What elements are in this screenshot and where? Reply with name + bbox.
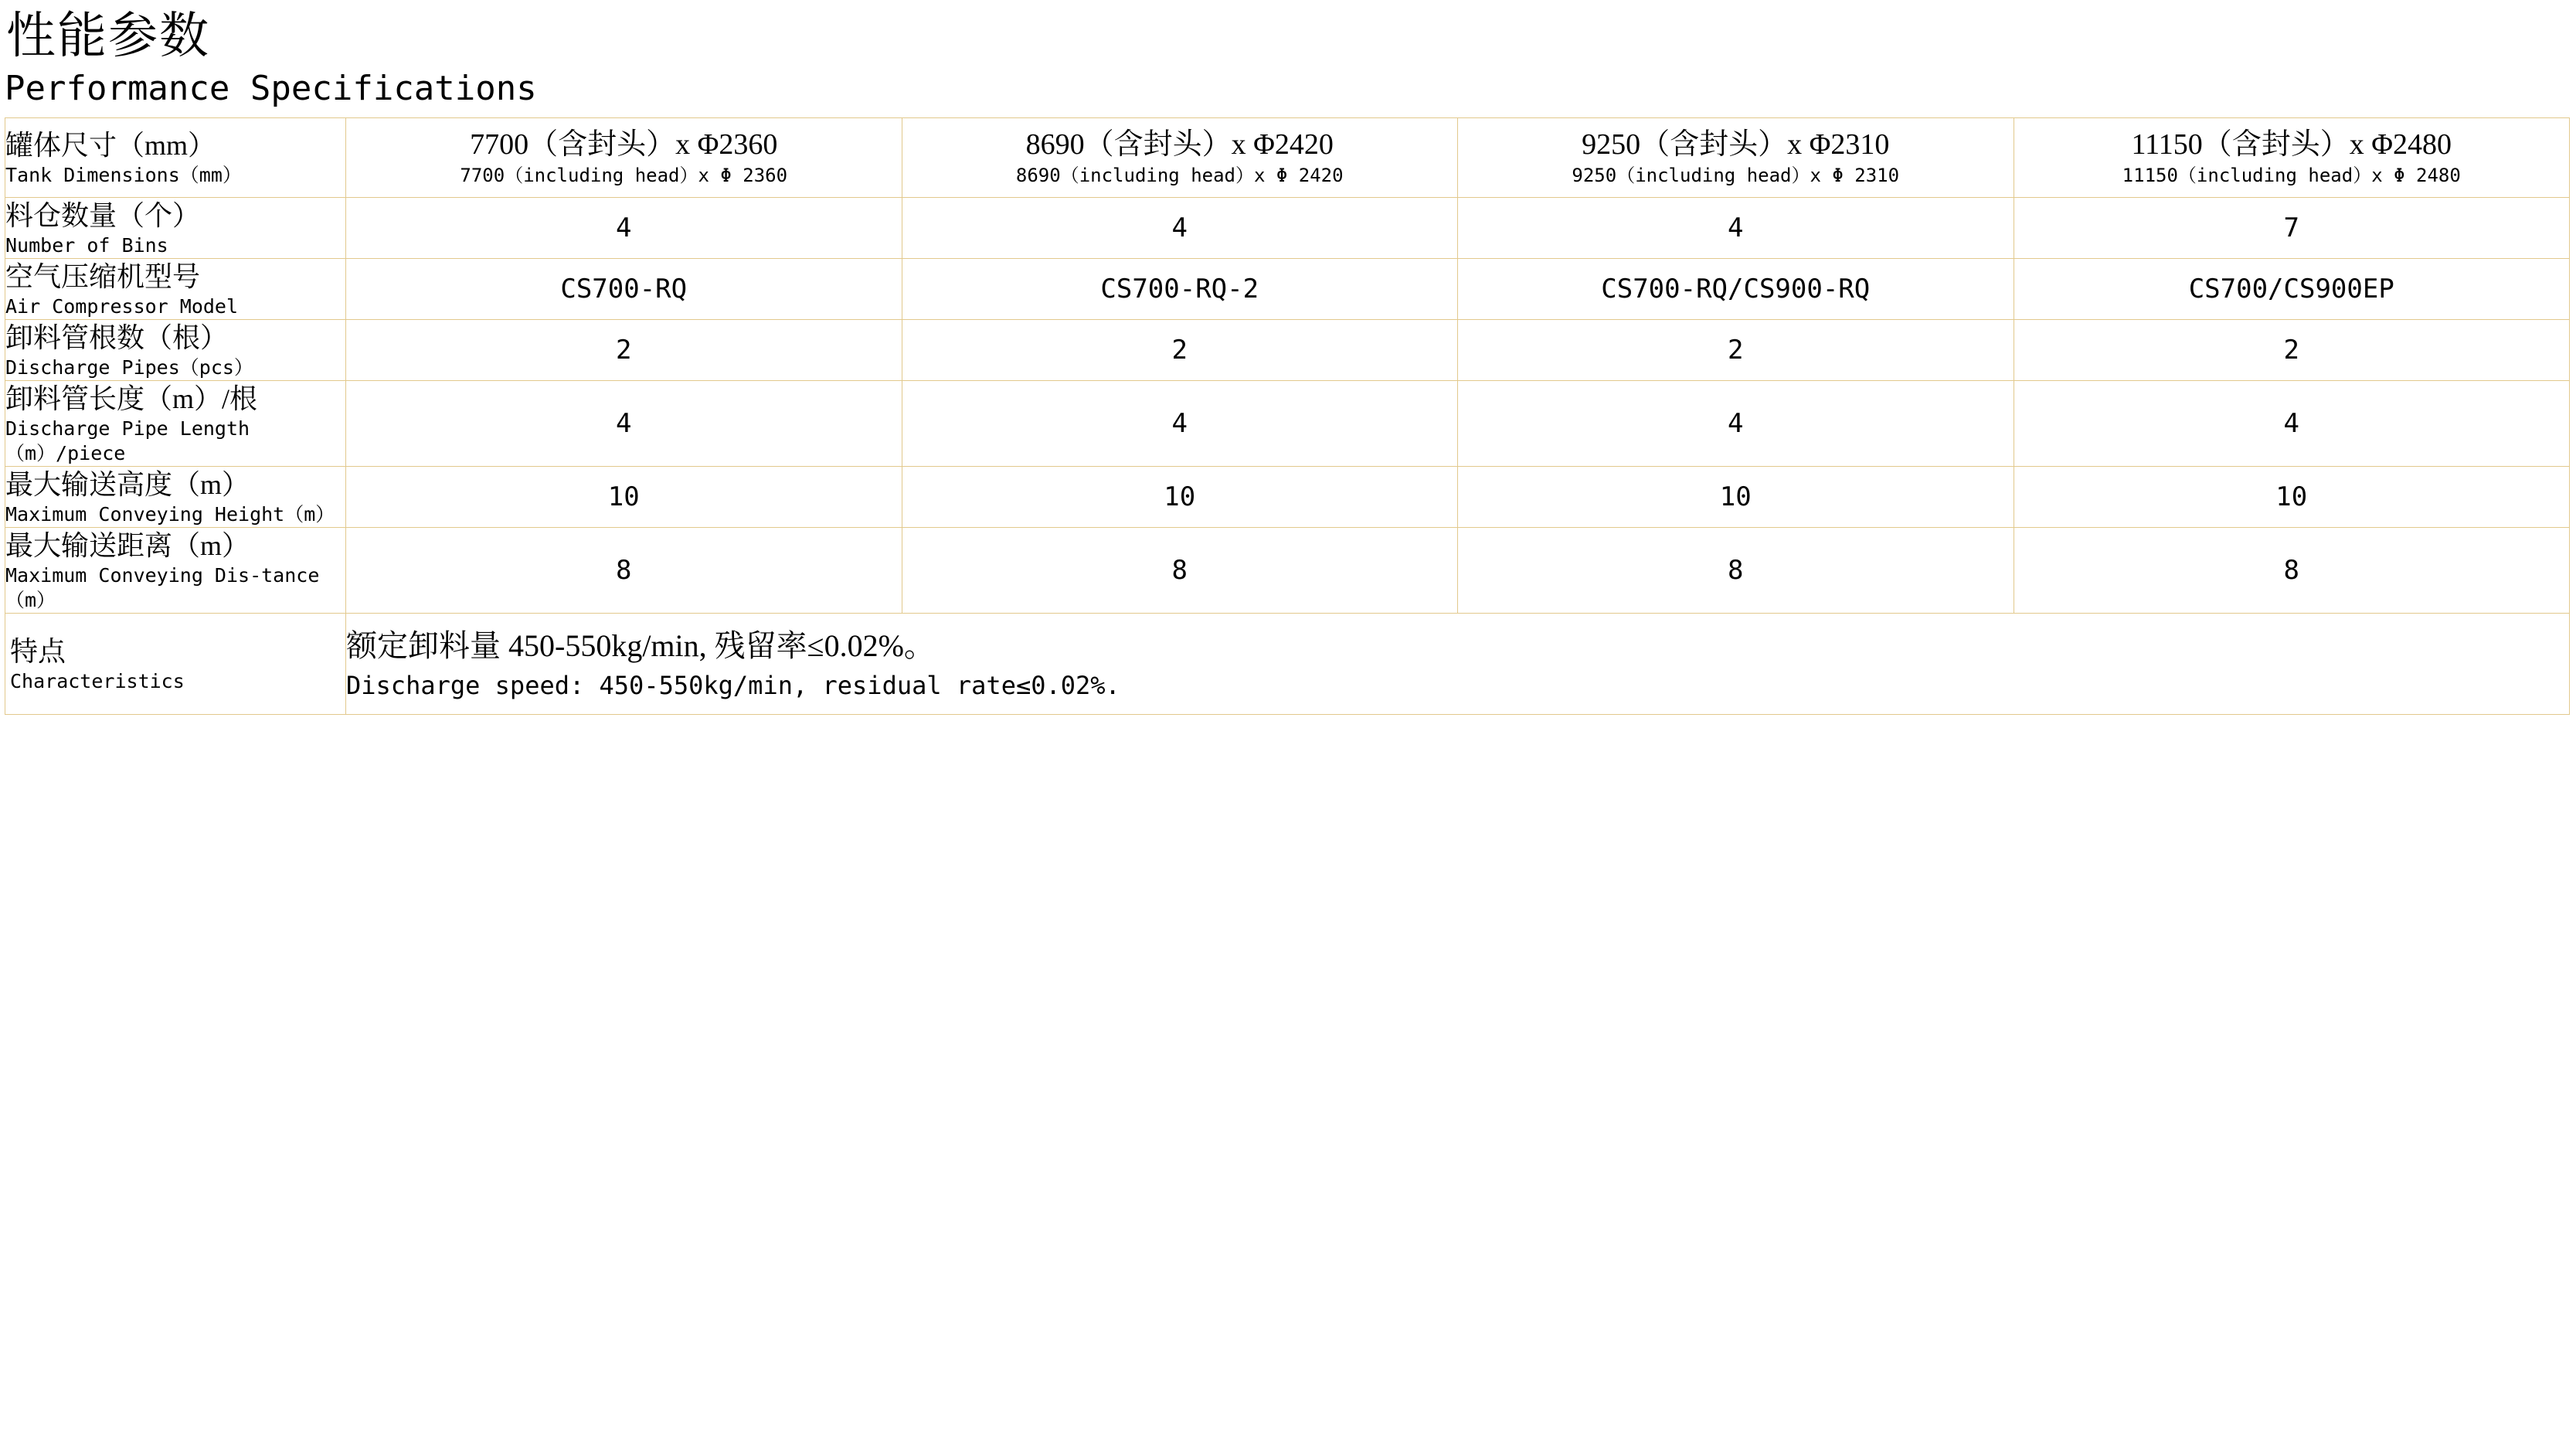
cell-air-compressor-model-3 [1458, 259, 2014, 320]
row-label-en: Number of Bins [5, 234, 168, 257]
cell-air-compressor-model-2 [902, 259, 1458, 320]
table-row [5, 320, 2570, 381]
page-title-zh: 性能参数 [6, 9, 210, 63]
characteristics-zh: 额定卸料量 450-550kg/min, 残留率≤0.02%。 [346, 628, 935, 663]
table-row [5, 528, 2570, 614]
cell-value-en: 9250（including head）x Φ 2310 [1572, 165, 1900, 186]
row-label-max-conveying-distance [5, 528, 346, 614]
cell-discharge-pipe-length-4 [2014, 381, 2570, 467]
cell-value-zh: 9250（含封头）x Φ2310 [1582, 128, 1890, 161]
cell-air-compressor-model-4 [2014, 259, 2570, 320]
row-label-discharge-pipes [5, 320, 346, 381]
cell-value: 2 [1171, 335, 1188, 366]
cell-max-conveying-height-1 [346, 467, 902, 528]
cell-discharge-pipes-1 [346, 320, 902, 381]
cell-value: 10 [1164, 481, 1196, 512]
cell-value: 4 [1171, 408, 1188, 439]
row-label-zh: 最大输送高度（m） [5, 469, 250, 500]
cell-value: 4 [1728, 408, 1744, 439]
cell-value: 4 [616, 408, 632, 439]
row-label-en: Discharge Pipes（pcs） [5, 356, 253, 379]
row-label-discharge-pipe-length [5, 381, 346, 467]
cell-discharge-pipes-4 [2014, 320, 2570, 381]
cell-number-of-bins-3 [1458, 198, 2014, 259]
row-label-zh: 卸料管根数（根） [5, 322, 229, 353]
cell-value-zh: 7700（含封头）x Φ2360 [470, 128, 778, 161]
row-label-zh: 卸料管长度（m）/根 [5, 383, 258, 414]
table-row [5, 118, 2570, 198]
cell-max-conveying-height-2 [902, 467, 1458, 528]
cell-air-compressor-model-1 [346, 259, 902, 320]
cell-number-of-bins-2 [902, 198, 1458, 259]
cell-max-conveying-distance-4 [2014, 528, 2570, 614]
row-label-zh: 特点 [10, 636, 66, 667]
cell-discharge-pipe-length-2 [902, 381, 1458, 467]
row-label-max-conveying-height [5, 467, 346, 528]
cell-tank-dimensions-3 [1458, 118, 2014, 198]
cell-value: 2 [2283, 335, 2299, 366]
cell-characteristics-value [346, 614, 2570, 715]
cell-discharge-pipes-3 [1458, 320, 2014, 381]
row-label-air-compressor-model [5, 259, 346, 320]
cell-value: 4 [616, 213, 632, 243]
row-label-en: Air Compressor Model [5, 295, 239, 318]
cell-value: CS700/CS900EP [2188, 274, 2394, 304]
table-row [5, 467, 2570, 528]
table-row [5, 198, 2570, 259]
cell-value: 8 [1728, 555, 1744, 586]
row-label-zh: 最大输送距离（m） [5, 530, 250, 561]
cell-value-en: 7700（including head）x Φ 2360 [460, 165, 788, 186]
cell-max-conveying-distance-1 [346, 528, 902, 614]
cell-value-en: 8690（including head）x Φ 2420 [1015, 165, 1344, 186]
cell-value: 2 [616, 335, 632, 366]
cell-max-conveying-distance-2 [902, 528, 1458, 614]
cell-max-conveying-distance-3 [1458, 528, 2014, 614]
characteristics-en: Discharge speed: 450-550kg/min, residual rate≤0.02%. [346, 671, 1120, 700]
cell-value: CS700-RQ/CS900-RQ [1601, 274, 1871, 304]
row-label-zh: 空气压缩机型号 [5, 261, 201, 292]
cell-tank-dimensions-2 [902, 118, 1458, 198]
row-label-en: Maximum Conveying Dis-tance（m） [5, 564, 320, 611]
row-label-zh: 罐体尺寸（mm） [5, 130, 216, 161]
cell-discharge-pipe-length-3 [1458, 381, 2014, 467]
row-label-tank-dimensions [5, 118, 346, 198]
row-label-en: Discharge Pipe Length（m）/piece [5, 417, 250, 464]
cell-value: CS700-RQ-2 [1100, 274, 1259, 304]
cell-value: 8 [616, 555, 632, 586]
cell-number-of-bins-1 [346, 198, 902, 259]
cell-value: 8 [1171, 555, 1188, 586]
cell-value: 10 [1719, 481, 1752, 512]
cell-max-conveying-height-3 [1458, 467, 2014, 528]
row-label-zh: 料仓数量（个） [5, 200, 201, 231]
cell-value: CS700-RQ [560, 274, 688, 304]
row-label-en: Tank Dimensions（mm） [5, 164, 242, 186]
cell-value: 8 [2283, 555, 2299, 586]
cell-value-en: 11150（including head）x Φ 2480 [2122, 165, 2461, 186]
cell-value-zh: 11150（含封头）x Φ2480 [2131, 128, 2452, 161]
cell-value-zh: 8690（含封头）x Φ2420 [1025, 128, 1334, 161]
table-row-characteristics [5, 614, 2570, 715]
table-row [5, 259, 2570, 320]
cell-discharge-pipes-2 [902, 320, 1458, 381]
cell-value: 7 [2283, 213, 2299, 243]
cell-value: 10 [607, 481, 640, 512]
cell-value: 2 [1728, 335, 1744, 366]
cell-discharge-pipe-length-1 [346, 381, 902, 467]
page-title-en: Performance Specifications [5, 69, 537, 108]
cell-value: 10 [2275, 481, 2308, 512]
cell-tank-dimensions-4 [2014, 118, 2570, 198]
row-label-en: Maximum Conveying Height（m） [5, 503, 335, 526]
specifications-table [5, 117, 2570, 715]
cell-value: 4 [1728, 213, 1744, 243]
cell-max-conveying-height-4 [2014, 467, 2570, 528]
row-label-characteristics [5, 614, 346, 715]
cell-tank-dimensions-1 [346, 118, 902, 198]
cell-number-of-bins-4 [2014, 198, 2570, 259]
row-label-number-of-bins [5, 198, 346, 259]
cell-value: 4 [1171, 213, 1188, 243]
table-row [5, 381, 2570, 467]
row-label-en: Characteristics [10, 670, 185, 692]
cell-value: 4 [2283, 408, 2299, 439]
